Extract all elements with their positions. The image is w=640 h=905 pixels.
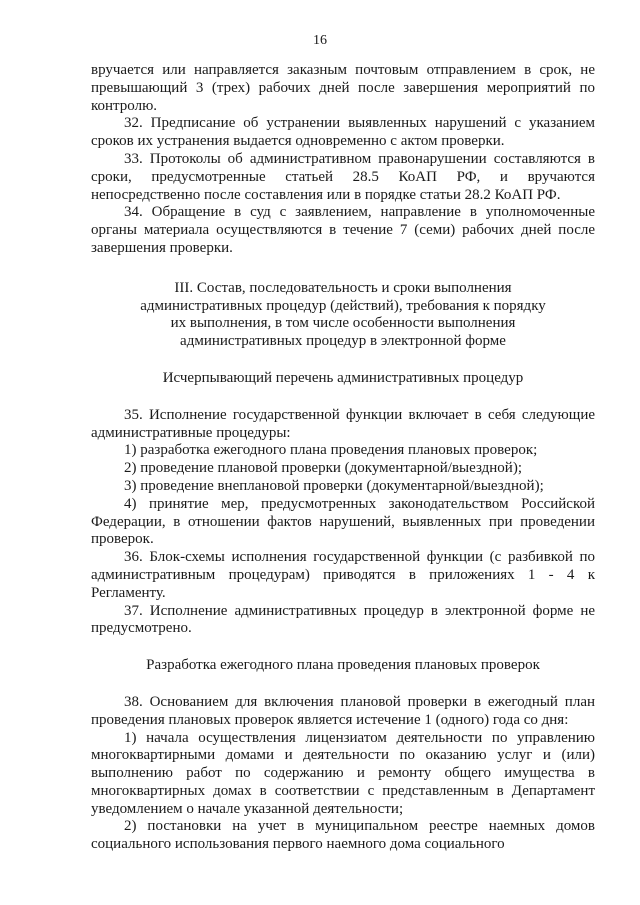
section-title-line: их выполнения, в том числе особенности выполнения (170, 315, 516, 332)
paragraph-38: 38. Основанием для включения плановой проверки в ежегодный план проведения плановых проверок является истечение 1 (одного) года со дня: (91, 693, 595, 728)
paragraph-33: 33. Протоколы об административном правонарушении составляются в сроки, предусмотренные статьей 28.5 КоАП РФ, и вручаются непосредственно после составления или в порядке статьи 28.2 КоАП РФ. (91, 150, 595, 203)
list-item: 1) разработка ежегодного плана проведения плановых проверок; (124, 442, 538, 459)
paragraph-intro-continued: вручается или направляется заказным почтовым отправлением в срок, не превышающий 3 (трех) рабочих дней после завершения мероприятий по контролю. (91, 62, 595, 114)
subtitle-annual-plan: Разработка ежегодного плана проведения плановых проверок (146, 657, 540, 674)
list-item: 2) постановки на учет в муниципальном реестре наемных домов социального использования первого наемного дома социального (91, 818, 595, 853)
section-title (91, 280, 595, 351)
list-item: 1) начала осуществления лицензиатом деятельности по управлению многоквартирными домами и деятельности по оказанию услуг и (или) выполнению работ по содержанию и ремонту общего имущества в многоквартирных домах в соответствии с представленным в Департамент уведомлением о начале указанной деятельности; (91, 729, 595, 817)
section-title-line: административных процедур (действий), требования к порядку (140, 297, 546, 314)
subtitle-exhaustive-list: Исчерпывающий перечень административных процедур (162, 369, 524, 386)
list-item: 4) принятие мер, предусмотренных законодательством Российской Федерации, в отношении фактов нарушений, выявленных при проведении проверок. (91, 495, 595, 548)
paragraph-34: 34. Обращение в суд с заявлением, направление в уполномоченные органы материала осуществляются в течение 7 (семи) рабочих дней после завершения проверки. (91, 204, 595, 256)
paragraph-32: 32. Предписание об устранении выявленных нарушений с указанием сроков их устранения выдается одновременно с актом проверки. (91, 115, 595, 150)
list-item: 2) проведение плановой проверки (документарной/выездной); (124, 460, 522, 477)
list-item: 3) проведение внеплановой проверки (документарной/выездной); (124, 477, 544, 494)
paragraph-37: 37. Исполнение административных процедур в электронной форме не предусмотрено. (91, 602, 595, 637)
page-number: 16 (313, 33, 327, 48)
section-title-line: административных процедур в электронной форме (180, 333, 506, 350)
paragraph-35: 35. Исполнение государственной функции включает в себя следующие административные процедуры: (91, 406, 595, 441)
section-title-line: III. Состав, последовательность и сроки выполнения (174, 279, 512, 296)
document-body (91, 62, 595, 854)
paragraph-36: 36. Блок-схемы исполнения государственной функции (с разбивкой по административным процедурам) приводятся в приложениях 1 - 4 к Регламенту. (91, 549, 595, 601)
